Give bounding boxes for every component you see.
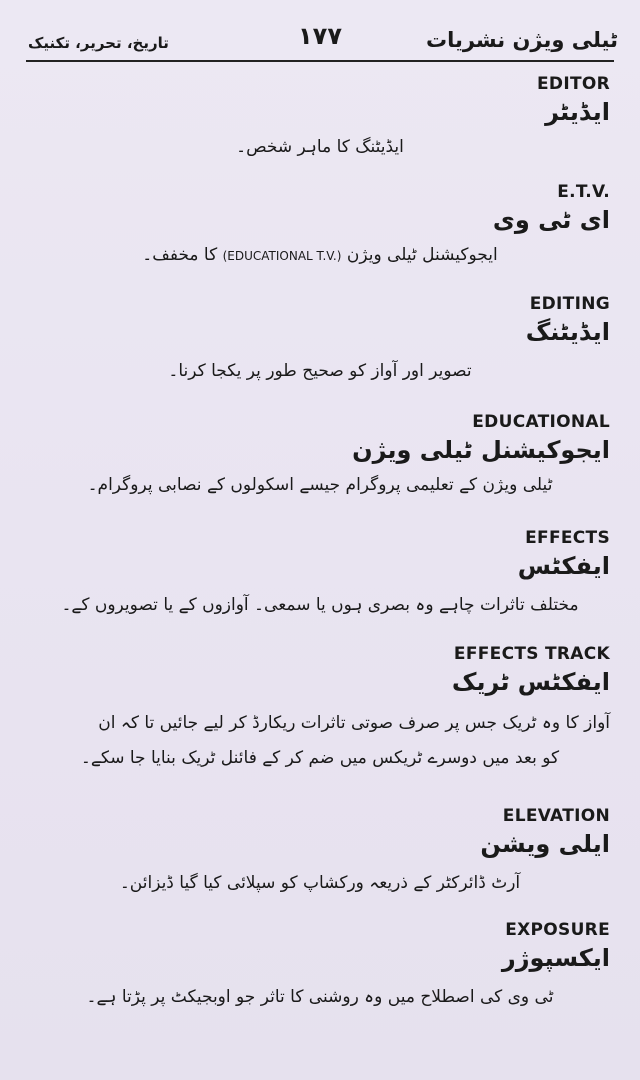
entry-english-term: EDUCATIONAL: [472, 412, 610, 432]
entry-editor: [30, 74, 610, 157]
entry-urdu-term: ایڈیٹر: [545, 98, 610, 126]
header-rule: [26, 60, 614, 62]
definition-latin: (EDUCATIONAL T.V.): [222, 249, 342, 263]
entry-urdu-term: ای ٹی وی: [492, 206, 610, 234]
entry-urdu-term: ایجوکیشنل ٹیلی ویژن: [352, 436, 610, 464]
entry-definition: ٹیلی ویژن کے تعلیمی پروگرام جیسے اسکولوں کے نصابی پروگرام۔: [87, 475, 553, 495]
entry-effects: [30, 528, 610, 615]
entry-elevation: [30, 806, 610, 893]
entry-definition: ٹی وی کی اصطلاح میں وہ روشنی کا تاثر جو اوبجیکٹ پر پڑتا ہے۔: [86, 987, 554, 1007]
entry-definition: مختلف تاثرات چاہے وہ بصری ہوں یا سمعی۔ آوازوں کے یا تصویروں کے۔: [61, 595, 579, 615]
entry-effects-track: [30, 644, 610, 768]
entry-urdu-term: ایفکٹس ٹریک: [451, 668, 610, 696]
section-title: تاریخ، تحریر، تکنیک: [28, 34, 169, 52]
entry-definition: تصویر اور آواز کو صحیح طور پر یکجا کرنا۔: [168, 361, 472, 381]
entry-exposure: [30, 920, 610, 1007]
entry-english-term: ELEVATION: [502, 806, 610, 826]
entry-english-term: E.T.V.: [557, 182, 610, 202]
entry-urdu-term: ایڈیٹنگ: [525, 318, 610, 346]
definition-text: ایجوکیشنل ٹیلی ویژن: [346, 245, 498, 265]
entry-definition-line2: کو بعد میں دوسرے ٹریکس میں ضم کر کے فائنل ٹریک بنایا جا سکے۔: [80, 748, 560, 768]
entry-definition: [30, 244, 610, 265]
entry-definition: ایڈیٹنگ کا ماہر شخص۔: [236, 137, 404, 157]
entry-educational: [30, 412, 610, 495]
entry-urdu-term: ایکسپوژر: [501, 944, 610, 972]
entry-editing: [30, 294, 610, 381]
page-header: [22, 20, 618, 60]
entry-english-term: EDITOR: [537, 74, 610, 94]
entry-etv: [30, 182, 610, 265]
entry-urdu-term: ایلی ویشن: [480, 830, 610, 858]
book-title: ٹیلی ویژن نشریات: [425, 28, 618, 52]
definition-text-end: کا مخفف۔: [142, 245, 218, 265]
entry-definition: آواز کا وہ ٹریک جس پر صرف صوتی تاثرات ریکارڈ کر لیے جائیں تا کہ ان: [98, 713, 610, 733]
page-number: ۱۷۷: [298, 22, 342, 50]
entry-urdu-term: ایفکٹس: [517, 552, 610, 580]
entry-english-term: EFFECTS TRACK: [453, 644, 610, 664]
entry-english-term: EXPOSURE: [505, 920, 610, 940]
entry-english-term: EFFECTS: [525, 528, 610, 548]
entry-english-term: EDITING: [529, 294, 610, 314]
entry-definition: آرٹ ڈائرکٹر کے ذریعہ ورکشاپ کو سپلائی کیا گیا ڈیزائن۔: [119, 873, 521, 893]
